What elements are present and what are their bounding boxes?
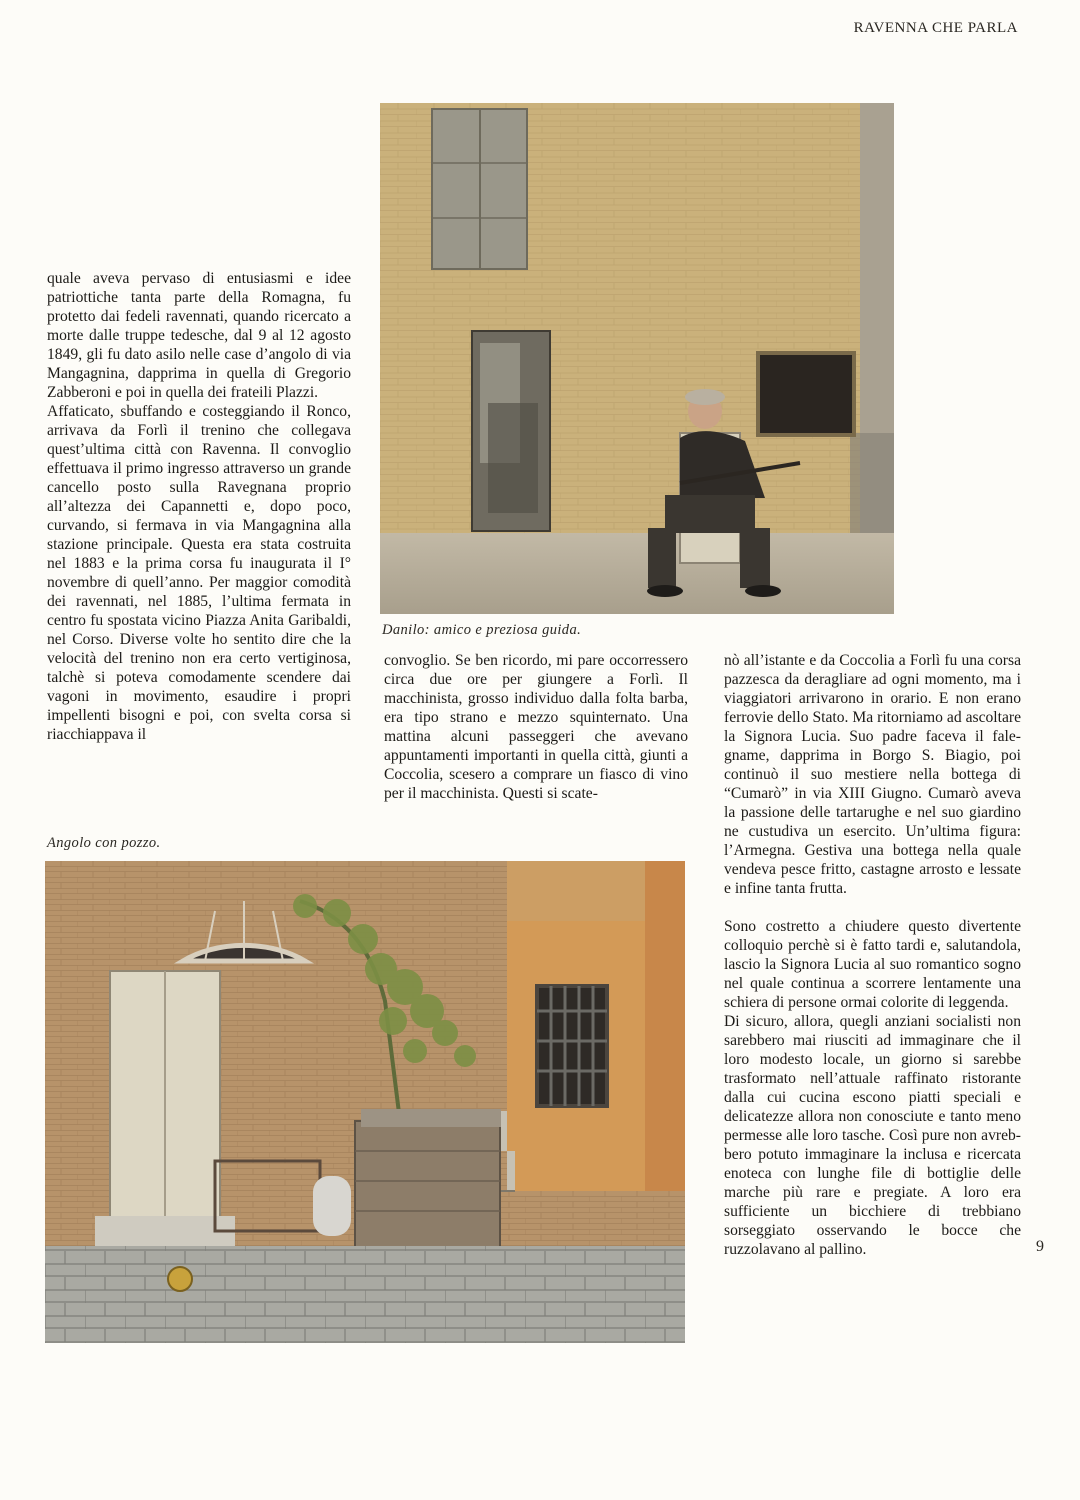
photo-old-man-chair xyxy=(380,103,894,614)
photo-courtyard-well xyxy=(45,861,685,1343)
paragraph: Affaticato, sbuffando e costeggiando il Ronco, arrivava da Forlì il trenino che collegava quest’ultima città con Ravenna. Il convoglio effettuava il primo ingresso attraverso un grande cancello posto sulla Ravegnana proprio all’altezza dei Capannetti e, dopo poco, curvando, si fermava in via Mangagnina alla stazione principale. Questa era stata costruita nel 1883 e la prima corsa fu inaugurata il I° novembre di quell’anno. Per maggior comodità dei ravennati, nel 1885, l’ultima fermata in centro fu spostata vicino Piazza Anita Garibaldi, nel Corso. Diverse volte ho sentito dire che la velocità del trenino non era certo vertiginosa, talchè si poteva comodamente scendere dai vagoni in movimento, esaudire i propri impellenti bisogni e poi, con svelta corsa si riacchiappava il xyxy=(47,403,351,743)
paragraph: Di sicuro, allora, quegli anziani socialisti non sarebbero mai riusciti ad immaginare che il loro modesto locale, un giorno si sarebbe trasformato nell’attuale raffinato ristorante dalla cui cucina escono piatti speciali e delicatezze allora non conosciute e tanto meno permesse alle loro tasche. Così pure non avrebbero potuto immaginare la inclusa e ricercata enoteca con lunghe file di bottiglie delle marche più rare e pregiate. A loro era sufficiente un bicchiere di trebbiano sorseggiato osservando le bocce che ruzzolavano al pallino. xyxy=(724,1013,1021,1258)
running-title: RAVENNA CHE PARLA xyxy=(853,20,1018,36)
caption-top-photo: Danilo: amico e preziosa guida. xyxy=(382,622,582,638)
text-column-middle xyxy=(384,651,688,803)
paragraph: nò all’istante e da Coccolia a Forlì fu una corsa pazzesca da deragliare ad ogni momento, ma i viaggiatori arrivarono in orario. E non erano ferrovie dello Stato. Ma ritorniamo ad ascoltare la Signora Lucia. Suo padre faceva il falegname, dapprima in Borgo S. Biagio, poi continuò il suo mestiere nella bottega di “Cumarò” in via XIII Giugno. Cumarò aveva la passione delle tartarughe e nel suo giardino ne custudiva un esercito. Un’ultima figura: l’Armegna. Gestiva una bottega nella quale vendeva pesce fritto, castagne arrosto e lessate e infine tanta frutta. xyxy=(724,652,1021,897)
paragraph: convoglio. Se ben ricordo, mi pare occorressero circa due ore per giungere a Forlì. Il macchinista, grosso individuo dalla folta barba, era tipo strano e mezzo squinternato. Una mattina alcuni passeggeri che avevano appuntamenti importanti in quella città, giunti a Coccolia, scesero a comprare un fiasco di vino per il macchinista. Questi si scate- xyxy=(384,652,688,802)
text-column-left xyxy=(47,269,351,744)
paragraph: Sono costretto a chiudere questo divertente colloquio perchè si è fatto tardi e, salutandola, lascio la Signora Lucia al suo romantico sogno nel quale continua a scorrere lentamente una schiera di persone ormai colorite di leggenda. xyxy=(724,918,1021,1011)
text-column-right xyxy=(724,651,1021,1259)
paragraph: quale aveva pervaso di entusiasmi e idee patriottiche tanta parte della Romagna, fu protetto dai fedeli ravennati, quando ricercato a morte dalle truppe tedesche, dal 9 al 12 agosto 1849, gli fu dato asilo nelle case d’angolo di via Mangagnina, dapprima in quella di Gregorio Zabberoni e poi in quella dei frateili Plazzi. xyxy=(47,270,351,401)
caption-bottom-photo: Angolo con pozzo. xyxy=(47,835,161,851)
page-number: 9 xyxy=(1036,1238,1044,1255)
